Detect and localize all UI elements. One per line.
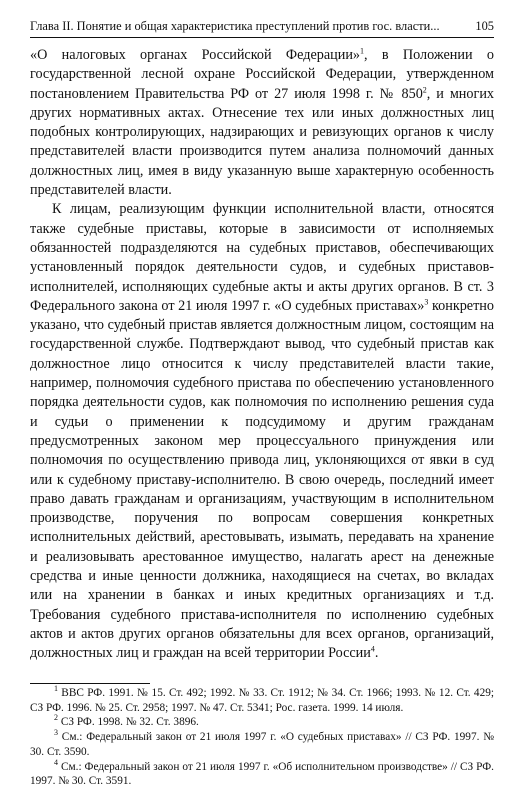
footnote-text-1: ВВС РФ. 1991. № 15. Ст. 492; 1992. № 33. Ст. 1912; № 34. Ст. 1966; 1993. № 12. Ст. 429; СЗ РФ. 1996. № 25. Ст. 2958; 1997. № 47. Ст. 5341; Рос. газета. 1999. 14 июля.: [30, 687, 494, 714]
paragraph-1-part-c: , и многих других нормативных актах. Отнесение тех или иных должностных лиц подобных контролирующих, надзирающих и ревизующих органов к числу представителей власти производится путем анализа полномочий данных должностных лиц, имея в виду указанную выше характерную особенность представителей власти.: [30, 85, 494, 199]
footnote-1: [30, 686, 494, 715]
paragraph-1-part-a: «О налоговых органах Российской Федерации»: [30, 47, 361, 63]
paragraph-1-part-b: , в Положении о государственной лесной охране Российской Федерации, утвержденном постановлением Правительства РФ от 27 июля 1998 г. № 850: [30, 47, 494, 102]
page-number: 105: [475, 19, 494, 33]
running-header: [30, 14, 494, 38]
footnote-divider: [30, 683, 150, 684]
paragraph-2: [30, 200, 494, 663]
footnote-text-2: СЗ РФ. 1998. № 32. Ст. 3896.: [60, 716, 199, 729]
footnote-ref-2[interactable]: 2: [422, 84, 427, 94]
footnote-ref-3[interactable]: 3: [424, 297, 429, 307]
footnote-ref-1[interactable]: 1: [360, 46, 365, 56]
footnote-number-1: 1: [54, 684, 58, 694]
paragraph-2-part-c: .: [374, 645, 379, 662]
footnote-text-3: См.: Федеральный закон от 21 июля 1997 г. «О судебных приставах» // СЗ РФ. 1997. № 30. Ст. 3590.: [30, 731, 494, 758]
footnotes: [30, 686, 494, 789]
footnote-number-4: 4: [54, 757, 58, 767]
footnote-ref-4[interactable]: 4: [370, 644, 375, 654]
paragraph-2-part-b: конкретно указано, что судебный пристав является должностным лицом, состоящим на государственной службе. Подтверждают вывод, что судебный пристав как должностное лицо относится к числу представителей власти такие, например, полномочия судебного пристава по обеспечению установленного порядка деятельности судов, как полномочия по исполнению решения суда и судьи о применении к подсудимому и другим гражданам предусмотренных законом мер процессуального принуждения или полномочия по осуществлению привода лиц, уклоняющихся от явки в суд или к судебному приставу-исполнителю. В свою очередь, последний имеет право давать гражданам и организациям, участвующим в исполнительном производстве, поручения по вопросам совершения конкретных исполнительных действий, арестовывать, изымать, передавать на хранение и реализовывать арестованное имущество, налагать арест на денежные средства и иные ценности должника, находящиеся на счетах, во вкладах или на хранении в банках и иных кредитных организациях и т.д. Требования судебного пристава-исполнителя по исполнению судебных актов и актов других органов обязательны для всех органов, организаций, должностных лиц и граждан на всей территории России: [30, 297, 494, 662]
footnote-4: [30, 757, 494, 789]
footnote-number-2: 2: [54, 713, 58, 723]
paragraph-1: [30, 46, 494, 200]
footnote-2: [30, 715, 494, 730]
footnote-3: [30, 730, 494, 759]
footnote-number-3: 3: [54, 728, 58, 738]
chapter-title: Глава II. Понятие и общая характеристика преступлений против гос. власти...: [30, 19, 440, 33]
footnote-text-4: См.: Федеральный закон от 21 июля 1997 г. «Об исполнительном производстве» // СЗ РФ. 1997. № 30. Ст. 3591.: [30, 760, 494, 788]
main-text: [30, 46, 494, 664]
paragraph-2-part-a: К лицам, реализующим функции исполнительной власти, относятся также судебные приставы, которые в зависимости от исполняемых обязанностей подразделяются на судебных приставов, обеспечивающих установленный порядок деятельности судов, и судебных приставов-исполнителей, исполняющих судебные акты и акты других органов. В ст. 3 Федерального закона от 21 июля 1997 г. «О судебных приставах»: [30, 201, 494, 314]
